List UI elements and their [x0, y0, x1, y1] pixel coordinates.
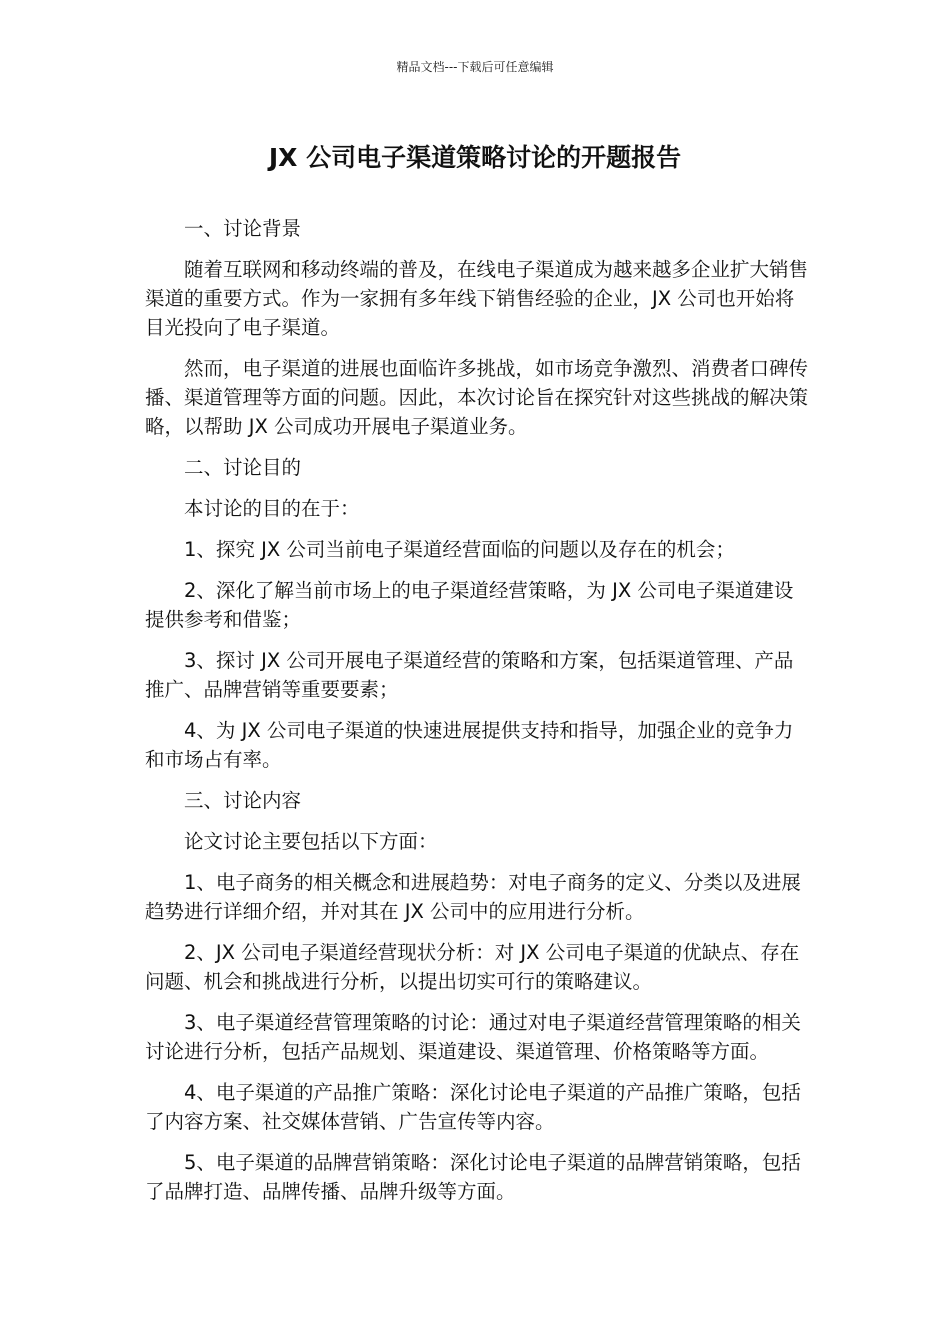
document-title: JX 公司电子渠道策略讨论的开题报告: [268, 143, 682, 172]
paragraph: 论文讨论主要包括以下方面：: [184, 830, 438, 853]
list-item: 1、电子商务的相关概念和进展趋势：对电子商务的定义、分类以及进展趋势进行详细介绍，并对其在 JX 公司中的应用进行分析。: [145, 871, 801, 923]
paragraph: 本讨论的目的在于：: [184, 497, 360, 520]
list-item: 3、探讨 JX 公司开展电子渠道经营的策略和方案，包括渠道管理、产品推广、品牌营销等重要要素；: [145, 649, 794, 701]
paragraph: 然而，电子渠道的进展也面临许多挑战，如市场竞争激烈、消费者口碑传播、渠道管理等方面的问题。因此，本次讨论旨在探究针对这些挑战的解决策略，以帮助 JX 公司成功开展电子渠道业务。: [145, 357, 809, 438]
list-item: 4、电子渠道的产品推广策略：深化讨论电子渠道的产品推广策略，包括了内容方案、社交媒体营销、广告宣传等内容。: [145, 1081, 801, 1133]
page-header-note: 精品文档---下载后可任意编辑: [396, 60, 554, 74]
list-item: 3、电子渠道经营管理策略的讨论：通过对电子渠道经营管理策略的相关讨论进行分析，包括产品规划、渠道建设、渠道管理、价格策略等方面。: [145, 1011, 801, 1063]
section-heading-purpose: 二、讨论目的: [184, 456, 302, 479]
section-heading-background: 一、讨论背景: [184, 217, 302, 240]
list-item: 4、为 JX 公司电子渠道的快速进展提供支持和指导，加强企业的竞争力和市场占有率。: [145, 719, 794, 771]
list-item: 1、探究 JX 公司当前电子渠道经营面临的问题以及存在的机会；: [184, 538, 735, 561]
list-item: 5、电子渠道的品牌营销策略：深化讨论电子渠道的品牌营销策略，包括了品牌打造、品牌传播、品牌升级等方面。: [145, 1151, 801, 1203]
document-body: [145, 214, 810, 1218]
list-item: 2、深化了解当前市场上的电子渠道经营策略，为 JX 公司电子渠道建设提供参考和借鉴；: [145, 579, 794, 631]
list-item: 2、JX 公司电子渠道经营现状分析：对 JX 公司电子渠道的优缺点、存在问题、机会和挑战进行分析，以提出切实可行的策略建议。: [145, 941, 800, 993]
section-heading-content: 三、讨论内容: [184, 789, 302, 812]
paragraph: 随着互联网和移动终端的普及，在线电子渠道成为越来越多企业扩大销售渠道的重要方式。作为一家拥有多年线下销售经验的企业，JX 公司也开始将目光投向了电子渠道。: [145, 258, 809, 339]
